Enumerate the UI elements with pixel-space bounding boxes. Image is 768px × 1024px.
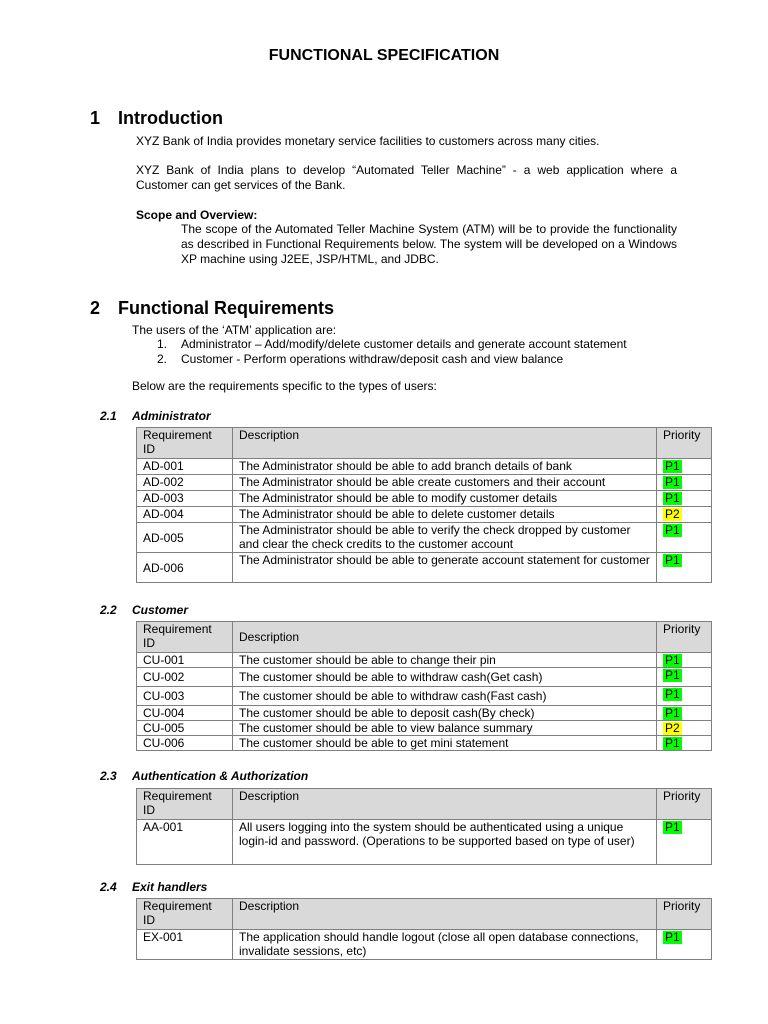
priority-badge: P1 <box>665 459 680 473</box>
table-row <box>137 820 712 865</box>
requirement-description: All users logging into the system should be authenticated using a unique login-id and password. (Operations to be supported based on type of user) <box>233 820 657 865</box>
table-header-row <box>137 622 712 653</box>
table-header-row <box>137 899 712 930</box>
requirement-description: The customer should be able to deposit cash(By check) <box>233 706 657 721</box>
priority-badge: P1 <box>665 736 680 750</box>
section-heading-authentication: 2.3 Authentication & Authorization <box>100 769 309 783</box>
priority-badge: P1 <box>665 668 680 682</box>
section-heading-exit-handlers: 2.4 Exit handlers <box>100 880 208 894</box>
section-heading-customer: 2.2 Customer <box>100 603 189 617</box>
requirement-id: CU-002 <box>137 668 233 687</box>
exit-handlers-requirements-table <box>136 898 712 960</box>
requirement-id: AD-005 <box>137 523 233 553</box>
table-row <box>137 736 712 751</box>
requirement-id: CU-001 <box>137 653 233 668</box>
fr-heading-text: Functional Requirements <box>118 298 335 318</box>
table-header-row <box>137 789 712 820</box>
table-header-row <box>137 428 712 459</box>
authentication-requirements-table <box>136 788 712 865</box>
requirement-id: AD-002 <box>137 475 233 491</box>
priority-badge: P1 <box>665 820 680 834</box>
users-intro: The users of the ‘ATM’ application are: <box>132 323 337 337</box>
requirement-description: The application should handle logout (close all open database connections, invalidate sessions, etc) <box>233 930 657 960</box>
priority-badge: P1 <box>665 706 680 720</box>
requirement-id: AD-001 <box>137 459 233 475</box>
header-description: Description <box>233 622 657 653</box>
header-requirement-id: Requirement ID <box>137 899 233 930</box>
table-row <box>137 523 712 553</box>
header-requirement-id: Requirement ID <box>137 789 233 820</box>
requirement-description: The Administrator should be able to generate account statement for customer <box>233 553 657 583</box>
scope-label: Scope and Overview: <box>136 208 258 222</box>
intro-heading-number: 1 <box>90 108 101 128</box>
list-item: 1. Administrator – Add/modify/delete customer details and generate account statement <box>157 337 627 351</box>
header-description: Description <box>233 789 657 820</box>
intro-paragraph-1: XYZ Bank of India provides monetary service facilities to customers across many cities. <box>136 134 600 148</box>
requirement-id: CU-003 <box>137 687 233 706</box>
priority-badge: P1 <box>665 687 680 701</box>
priority-badge: P1 <box>665 491 680 505</box>
requirement-description: The Administrator should be able create customers and their account <box>233 475 657 491</box>
intro-heading-text: Introduction <box>118 108 223 128</box>
requirement-id: EX-001 <box>137 930 233 960</box>
priority-badge: P1 <box>665 475 680 489</box>
table-row <box>137 653 712 668</box>
requirement-description: The Administrator should be able to delete customer details <box>233 507 657 523</box>
list-item: 2. Customer - Perform operations withdraw/deposit cash and view balance <box>157 352 564 366</box>
requirement-description: The customer should be able to withdraw cash(Fast cash) <box>233 687 657 706</box>
priority-badge: P2 <box>665 507 680 521</box>
requirement-id: AD-006 <box>137 553 233 583</box>
table-row <box>137 687 712 706</box>
administrator-requirements-table <box>136 427 712 583</box>
header-priority: Priority <box>657 899 712 930</box>
requirement-id: CU-005 <box>137 721 233 736</box>
header-requirement-id: Requirement ID <box>137 428 233 459</box>
intro-paragraph-2: XYZ Bank of India plans to develop “Automated Teller Machine” - a web application where a Customer can get services of the Bank. <box>136 163 677 192</box>
header-priority: Priority <box>657 428 712 459</box>
requirement-description: The customer should be able to change their pin <box>233 653 657 668</box>
requirement-id: AD-003 <box>137 491 233 507</box>
table-row <box>137 507 712 523</box>
requirement-id: CU-004 <box>137 706 233 721</box>
requirement-id: AD-004 <box>137 507 233 523</box>
table-row <box>137 475 712 491</box>
fr-heading-number: 2 <box>90 298 101 318</box>
requirement-description: The customer should be able to view balance summary <box>233 721 657 736</box>
requirement-description: The Administrator should be able to modify customer details <box>233 491 657 507</box>
requirement-description: The customer should be able to withdraw cash(Get cash) <box>233 668 657 687</box>
customer-requirements-table <box>136 621 712 751</box>
users-list <box>157 337 627 367</box>
priority-badge: P1 <box>665 930 680 944</box>
requirement-description: The Administrator should be able to verify the check dropped by customer and clear the check credits to the customer account <box>233 523 657 553</box>
scope-text: The scope of the Automated Teller Machine System (ATM) will be to provide the functionality as described in Functional Requirements below. The system will be developed on a Windows XP machine using J2EE, JSP/HTML, and JDBC. <box>181 222 677 266</box>
priority-badge: P2 <box>665 721 680 735</box>
requirement-description: The Administrator should be able to add branch details of bank <box>233 459 657 475</box>
table-row <box>137 553 712 583</box>
requirement-id: AA-001 <box>137 820 233 865</box>
table-row <box>137 930 712 960</box>
priority-badge: P1 <box>665 523 680 537</box>
intro-heading <box>90 108 223 129</box>
header-description: Description <box>233 899 657 930</box>
table-row <box>137 706 712 721</box>
table-row <box>137 459 712 475</box>
functional-requirements-heading <box>90 298 334 319</box>
table-row <box>137 491 712 507</box>
header-description: Description <box>233 428 657 459</box>
document-title: FUNCTIONAL SPECIFICATION <box>268 47 500 64</box>
requirements-intro: Below are the requirements specific to the types of users: <box>132 379 437 393</box>
table-row <box>137 668 712 687</box>
header-priority: Priority <box>657 789 712 820</box>
priority-badge: P1 <box>665 653 680 667</box>
priority-badge: P1 <box>665 553 680 567</box>
requirement-description: The customer should be able to get mini statement <box>233 736 657 751</box>
header-priority: Priority <box>657 622 712 653</box>
section-heading-administrator: 2.1 Administrator <box>100 409 211 423</box>
requirement-id: CU-006 <box>137 736 233 751</box>
table-row <box>137 721 712 736</box>
header-requirement-id: Requirement ID <box>137 622 233 653</box>
